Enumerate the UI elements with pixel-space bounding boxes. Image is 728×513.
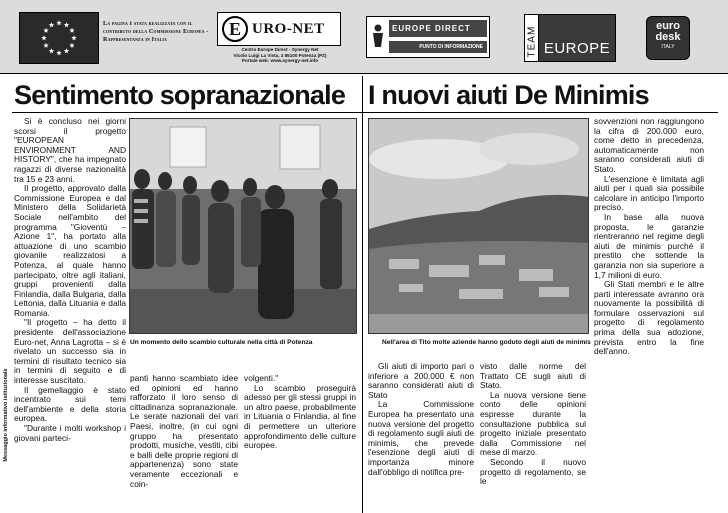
paragraph: In base alla nuova proposta, le garanzie rientreranno nel regime degli aiuti de minimis purché il prestito che sottende la garanzia non sia superiore a 1,7 milioni di euro.	[594, 211, 704, 280]
euronet-logo	[217, 12, 341, 46]
title-rule	[12, 112, 718, 113]
eu-star-icon	[71, 35, 76, 40]
page-header	[0, 0, 728, 74]
right-column-3	[594, 117, 704, 357]
paragraph: "Il progetto – ha detto il presidente dell'associazione Euro-net, Anna Lagrotta – si è rivelato un successo sia in termini di risultato tecnico sia in termini di seguito e di interesse suscitato.	[14, 317, 126, 386]
eu-star-icon	[69, 43, 74, 48]
right-article-title: I nuovi aiuti De Minimis	[368, 80, 649, 110]
team-europe-logo	[524, 14, 616, 62]
paragraph: visto dalle norme del Trattato CE sugli aiuti di Stato.	[480, 361, 586, 391]
eu-star-icon	[43, 43, 48, 48]
paragraph: volgenti."	[244, 373, 279, 383]
paragraph: Si è concluso nei giorni scorsi il progetto "EUROPEAN ENVIRONMENT AND HISTORY", che ha impegnato ragazzi di diverse nazionalità tra 15 e 23 anni.	[14, 116, 126, 184]
eu-star-icon	[49, 48, 54, 53]
institutional-message-label: Messaggio informativo istituzionale	[3, 368, 9, 462]
paragraph: panti hanno scambiato idee ed opinioni ed hanno rafforzato il loro senso di cittadinanza sopranazionale. Le serate nazionali dei vari Paesi, inoltre, (in cui ogni gruppo ha presentato prodotti, musiche, vestiti, cibi e balli delle proprie regioni di appartenenza) sono state veramente eccezionali e coin-	[130, 373, 238, 489]
eu-star-icon	[56, 50, 61, 55]
paragraph: sovvenzioni non raggiungono la cifra di 200.000 euro, come detto in precedenza, automaticamente non saranno considerati aiuti di Stato.	[594, 116, 704, 174]
left-column-1	[14, 117, 126, 443]
eurodesk-logo: euro desk ITALY	[646, 16, 690, 60]
paragraph: Lo scambio proseguirà adesso per gli stessi gruppi in un altro paese, probabilmente in Lituania o Finlandia, al fine di permettere un ulteriore approfondimento delle culture europee.	[244, 382, 356, 451]
paragraph: "Durante i molti workshop i giovani parteci-	[14, 423, 126, 443]
eu-star-icon	[49, 22, 54, 27]
eu-star-icon	[69, 28, 74, 33]
left-photo-caption: Un momento dello scambio culturale nella città di Potenza	[130, 339, 313, 346]
eu-star-icon	[64, 22, 69, 27]
europe-direct-logo	[366, 16, 490, 58]
column-divider	[362, 76, 363, 513]
paragraph: Gli Stati membri e le altre parti interessate avranno ora nuovamente la possibilità di formulare osservazioni sul progetto di regolamento prima della sua adozione, prevista entro la fine dell'anno.	[594, 279, 704, 357]
team-europe-label: EUROPE	[539, 15, 615, 61]
eu-star-icon	[56, 20, 61, 25]
euronet-address: Centro Europe Direct - Synergy Net Vicolo Luigi La Vista, 3 85100 Potenza (PZ) Portale web: www.synergy-net.info	[233, 47, 327, 64]
eu-stars-icon	[29, 15, 89, 61]
left-column-3	[244, 374, 356, 451]
left-article-title: Sentimento sopranazionale	[14, 80, 346, 110]
right-column-1	[368, 362, 474, 477]
paragraph: Il progetto, approvato dalla Commissione Europea e dal Ministero della Solidarietà Sociale nell'ambito del programma "Gioventù – Azione 1", ha portato alla attuazione di uno scambio giovanile realizzatosi a Potenza, al quale hanno partecipato, oltre agli italiani, gruppi provenienti dalla Finlandia, dalla Bulgaria, dalla Lettonia, dalla Lituania e dalla Romania.	[14, 183, 126, 318]
paragraph: Il gemellaggio è stato incentrato sui temi dell'ambiente e della storia europea.	[14, 384, 126, 424]
youth-exchange-photo	[129, 118, 357, 334]
europe-direct-figure-icon	[369, 23, 387, 49]
tito-landscape-photo	[368, 118, 589, 334]
team-label: TEAM	[526, 25, 538, 58]
paragraph: L'esenzione è limitata agli aiuti per i quali sia possibile calcolare in anticipo l'importo preciso.	[594, 173, 704, 213]
paragraph: La nuova versione tiene conto delle opinioni espresse durante la consultazione pubblica sul progetto iniziale presentato dalla Commissione nel mese di marzo.	[480, 389, 586, 458]
eu-star-icon	[41, 35, 46, 40]
eu-contribution-text: La pagina è stata realizzata con il contributo della Commissione Europea - Rappresentanza in Italia	[103, 20, 209, 43]
eu-flag-logo	[19, 12, 99, 64]
paragraph: Secondo il nuovo progetto di regolamento, se le	[480, 456, 586, 487]
left-column-2	[130, 374, 238, 489]
europe-direct-subtitle: PUNTO DI INFORMAZIONE	[389, 41, 487, 53]
eu-star-icon	[43, 28, 48, 33]
europe-direct-title: EUROPE DIRECT	[389, 20, 487, 37]
paragraph: Gli aiuti di importo pari o inferiore a 200.000 € non saranno considerati aiuti di Stato	[368, 361, 474, 400]
euronet-e-icon: E	[222, 16, 248, 42]
right-column-2	[480, 362, 586, 487]
euronet-name: URO-NET	[252, 20, 325, 37]
paragraph: La Commissione Europea ha presentato una nuova versione del progetto di regolamento sugli aiuti de minimis, che prevede l'esenzione degli aiuti di importanza minore dall'obbligo di notifica pre-	[368, 399, 474, 477]
right-photo-caption: Nell'area di Tito molte aziende hanno goduto degli aiuti de minimis	[382, 339, 591, 346]
eu-star-icon	[64, 48, 69, 53]
